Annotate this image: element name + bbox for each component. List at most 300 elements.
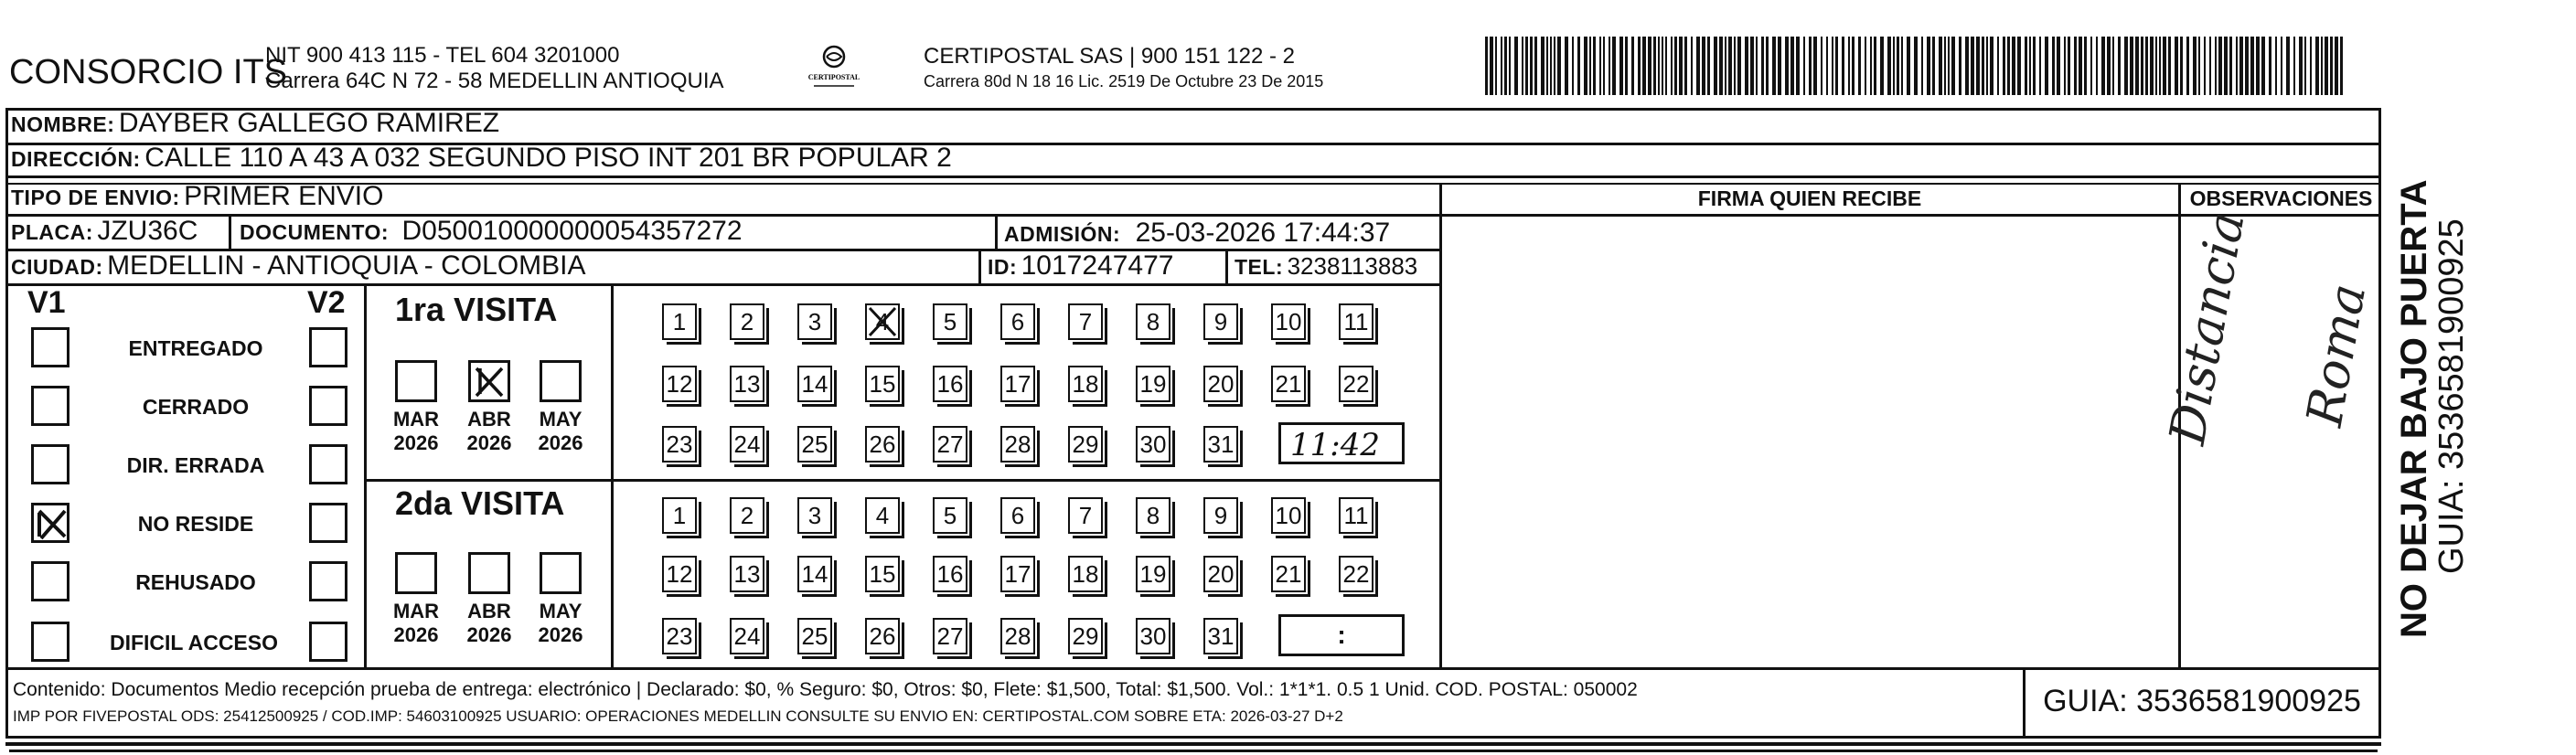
certipostal-logo	[807, 38, 861, 93]
day-number: 6	[1010, 308, 1025, 335]
month-label	[457, 600, 521, 647]
direccion-value: CALLE 110 A 43 A 032 SEGUNDO PISO INT 201 BR POPULAR 2	[144, 143, 952, 173]
day-box[interactable]	[730, 618, 764, 654]
day-number: 7	[1078, 308, 1093, 335]
barcode-bar	[2168, 37, 2171, 95]
day-number: 12	[666, 560, 693, 588]
barcode-bar	[1572, 37, 1574, 95]
day-number: 16	[936, 370, 964, 398]
admision-label: ADMISIÓN:	[1004, 222, 1121, 246]
day-box[interactable]	[730, 426, 764, 463]
footer-content: Contenido: Documentos Medio recepción prueba de entrega: electrónico | Declarado: $0, % Seguro: $0, Otros: $0, Flete: $1,500, Total: $1,500. Vol.: 1*1*1. 0.5 1 Unid. COD. POSTAL: 050002	[13, 679, 1638, 700]
day-box[interactable]	[662, 426, 697, 463]
barcode-bar	[2236, 37, 2238, 95]
barcode	[1483, 37, 2347, 95]
day-number: 14	[801, 560, 828, 588]
day-number: 5	[943, 502, 957, 529]
day-box[interactable]	[865, 426, 900, 463]
barcode-bar	[2112, 37, 2114, 95]
barcode-bar	[2007, 37, 2010, 95]
barcode-bar	[2130, 37, 2133, 95]
check-x-icon	[867, 305, 898, 338]
check-x-icon	[473, 365, 506, 398]
day-box[interactable]	[1339, 497, 1374, 534]
v2-checkbox[interactable]	[309, 503, 347, 543]
barcode-bar	[2310, 37, 2312, 95]
v1-checkbox[interactable]	[31, 444, 69, 484]
barcode-bar	[1674, 37, 1677, 95]
day-number: 13	[733, 560, 761, 588]
day-number: 4	[875, 308, 890, 335]
v2-checkbox[interactable]	[309, 561, 347, 601]
month-checkbox-mar[interactable]	[395, 360, 437, 402]
barcode-bar	[2180, 37, 2183, 95]
barcode-bar	[2269, 37, 2271, 95]
firma-label: FIRMA QUIEN RECIBE	[1697, 186, 1922, 210]
day-number: 19	[1139, 560, 1167, 588]
month-year: 2026	[538, 431, 583, 454]
day-box[interactable]	[1000, 497, 1035, 534]
day-number: 31	[1207, 431, 1235, 458]
day-box[interactable]	[1000, 618, 1035, 654]
barcode-bar	[1501, 37, 1502, 95]
day-box[interactable]	[662, 556, 697, 592]
day-box[interactable]	[1339, 303, 1374, 340]
day-box[interactable]	[797, 303, 832, 340]
day-box[interactable]	[933, 426, 967, 463]
barcode-bar	[1603, 37, 1605, 95]
day-number: 27	[936, 431, 964, 458]
barcode-bar	[1509, 37, 1511, 95]
barcode-bar	[1880, 37, 1884, 95]
barcode-bar	[2135, 37, 2139, 95]
barcode-bar	[1997, 37, 1999, 95]
barcode-bar	[1927, 37, 1930, 95]
day-number: 28	[1004, 622, 1031, 650]
barcode-bar	[1948, 37, 1950, 95]
v2-checkbox[interactable]	[309, 327, 347, 367]
day-box[interactable]	[1203, 366, 1238, 402]
day-box[interactable]	[1203, 556, 1238, 592]
side-guia: GUIA: 3536581900925	[2432, 218, 2471, 574]
month-name: MAR	[392, 408, 440, 431]
barcode-bar	[2074, 37, 2077, 95]
day-box[interactable]	[662, 366, 697, 402]
day-box[interactable]	[1339, 366, 1374, 402]
barcode-bar	[1939, 37, 1942, 95]
v2-checkbox[interactable]	[309, 622, 347, 662]
day-number: 17	[1004, 370, 1031, 398]
month-label	[457, 408, 521, 455]
month-checkbox-abr[interactable]	[468, 552, 510, 594]
barcode-bar	[1858, 37, 1861, 95]
barcode-bar	[1832, 37, 1833, 95]
day-box[interactable]	[1136, 426, 1170, 463]
day-box[interactable]	[865, 497, 900, 534]
barcode-bar	[1679, 37, 1683, 95]
barcode-bar	[2057, 37, 2060, 95]
barcode-bar	[2293, 37, 2295, 95]
obs-handwriting-1: Distancia	[2158, 207, 2256, 449]
barcode-bar	[1554, 37, 1555, 95]
month-name: ABR	[467, 408, 511, 431]
barcode-bar	[2068, 37, 2070, 95]
barcode-bar	[2218, 37, 2222, 95]
day-box[interactable]	[1271, 366, 1306, 402]
barcode-bar	[1541, 37, 1545, 95]
barcode-bar	[2186, 37, 2189, 95]
barcode-bar	[1897, 37, 1899, 95]
barcode-bar	[1785, 37, 1789, 95]
day-box[interactable]	[865, 618, 900, 654]
barcode-bar	[1557, 37, 1561, 95]
time-box-second[interactable]	[1278, 614, 1405, 656]
day-number: 24	[733, 431, 761, 458]
barcode-bar	[1504, 37, 1507, 95]
barcode-bar	[2229, 37, 2232, 95]
day-box[interactable]	[1136, 618, 1170, 654]
barcode-bar	[1593, 37, 1596, 95]
day-box[interactable]	[1068, 497, 1103, 534]
footer-guia: GUIA: 3536581900925	[2043, 684, 2361, 718]
day-box[interactable]	[797, 426, 832, 463]
day-number: 18	[1072, 370, 1099, 398]
day-number: 27	[936, 622, 964, 650]
placa-label: PLACA:	[11, 220, 93, 244]
month-year: 2026	[538, 623, 583, 646]
barcode-bar	[2064, 37, 2066, 95]
time-box-first[interactable]	[1278, 422, 1405, 464]
barcode-bar	[1631, 37, 1634, 95]
placa-field	[11, 216, 198, 247]
day-number: 30	[1139, 431, 1167, 458]
day-number: 15	[869, 560, 896, 588]
month-label	[384, 600, 448, 647]
barcode-bar	[1648, 37, 1651, 95]
barcode-bar	[2159, 37, 2161, 95]
svg-text:CERTIPOSTAL: CERTIPOSTAL	[807, 73, 860, 81]
barcode-bar	[2198, 37, 2200, 95]
barcode-bar	[1514, 37, 1518, 95]
day-box[interactable]	[797, 366, 832, 402]
day-box[interactable]	[1271, 556, 1306, 592]
barcode-bar	[2340, 37, 2343, 95]
barcode-bar	[1495, 37, 1497, 95]
barcode-bar	[1534, 37, 1537, 95]
day-number: 26	[869, 622, 896, 650]
barcode-bar	[1756, 37, 1758, 95]
id-label: ID:	[988, 255, 1018, 279]
barcode-bar	[1959, 37, 1961, 95]
day-number: 12	[666, 370, 693, 398]
barcode-bar	[1842, 37, 1844, 95]
day-number: 15	[869, 370, 896, 398]
barcode-bar	[1778, 37, 1781, 95]
barcode-bar	[2090, 37, 2092, 95]
day-box[interactable]	[865, 303, 900, 340]
nombre-value: DAYBER GALLEGO RAMIREZ	[118, 108, 500, 138]
day-box[interactable]	[730, 366, 764, 402]
barcode-bar	[2275, 37, 2277, 95]
day-number: 20	[1207, 370, 1235, 398]
barcode-bar	[2039, 37, 2041, 95]
month-label	[529, 408, 593, 455]
tel-label: TEL:	[1235, 255, 1284, 279]
day-box[interactable]	[1000, 303, 1035, 340]
day-box[interactable]	[1136, 497, 1170, 534]
barcode-bar	[2281, 37, 2282, 95]
day-number: 13	[733, 370, 761, 398]
barcode-bar	[2084, 37, 2087, 95]
month-checkbox-abr[interactable]	[468, 360, 510, 402]
barcode-bar	[1638, 37, 1641, 95]
day-number: 10	[1275, 502, 1302, 529]
barcode-bar	[2215, 37, 2217, 95]
ciudad-label: CIUDAD:	[11, 255, 103, 279]
side-warning: NO DEJAR BAJO PUERTA	[2394, 179, 2434, 638]
barcode-bar	[2325, 37, 2328, 95]
barcode-bar	[1803, 37, 1805, 95]
month-checkbox-may[interactable]	[540, 360, 582, 402]
v1-checkbox[interactable]	[31, 386, 69, 426]
day-number: 9	[1213, 502, 1228, 529]
status-label: CERRADO	[142, 395, 250, 419]
barcode-bar	[1684, 37, 1687, 95]
nombre-row	[11, 108, 499, 139]
status-label: REHUSADO	[135, 570, 256, 594]
placa-value: JZU36C	[97, 216, 198, 246]
barcode-bar	[2239, 37, 2243, 95]
day-box[interactable]	[1000, 426, 1035, 463]
month-label	[529, 600, 593, 647]
day-box[interactable]	[730, 497, 764, 534]
day-box[interactable]	[1136, 556, 1170, 592]
month-name: MAY	[539, 408, 583, 431]
day-box[interactable]	[1068, 303, 1103, 340]
day-number: 8	[1146, 308, 1160, 335]
barcode-bar	[1826, 37, 1828, 95]
barcode-bar	[1609, 37, 1610, 95]
barcode-bar	[1653, 37, 1656, 95]
day-number: 22	[1342, 560, 1370, 588]
month-year: 2026	[466, 623, 512, 646]
barcode-bar	[1971, 37, 1974, 95]
barcode-bar	[2101, 37, 2105, 95]
barcode-bar	[1809, 37, 1812, 95]
day-number: 28	[1004, 431, 1031, 458]
day-box[interactable]	[730, 303, 764, 340]
day-box[interactable]	[1271, 497, 1306, 534]
day-box[interactable]	[1203, 303, 1238, 340]
day-box[interactable]	[1068, 556, 1103, 592]
barcode-bar	[1702, 37, 1705, 95]
barcode-bar	[2299, 37, 2303, 95]
day-box[interactable]	[1203, 618, 1238, 654]
barcode-bar	[1865, 37, 1866, 95]
barcode-bar	[1870, 37, 1872, 95]
day-number: 1	[672, 308, 687, 335]
barcode-bar	[1835, 37, 1838, 95]
day-box[interactable]	[1203, 497, 1238, 534]
day-number: 30	[1139, 622, 1167, 650]
barcode-bar	[2330, 37, 2333, 95]
documento-value: D050010000000054357272	[401, 216, 743, 246]
day-number: 19	[1139, 370, 1167, 398]
barcode-bar	[1766, 37, 1769, 95]
barcode-bar	[1772, 37, 1776, 95]
day-number: 24	[733, 622, 761, 650]
company-name: CONSORCIO ITS	[9, 53, 288, 91]
barcode-bar	[1550, 37, 1552, 95]
day-number: 10	[1275, 308, 1302, 335]
v1-checkbox[interactable]	[31, 503, 69, 543]
day-box[interactable]	[1000, 556, 1035, 592]
day-number: 2	[740, 308, 754, 335]
barcode-bar	[2029, 37, 2031, 95]
day-box[interactable]	[662, 497, 697, 534]
day-number: 1	[672, 502, 687, 529]
day-box[interactable]	[797, 497, 832, 534]
barcode-bar	[1671, 37, 1673, 95]
day-box[interactable]	[933, 497, 967, 534]
barcode-bar	[1714, 37, 1717, 95]
day-number: 21	[1275, 370, 1302, 398]
day-number: 16	[936, 560, 964, 588]
v1-label: V1	[27, 285, 66, 320]
barcode-bar	[1921, 37, 1923, 95]
barcode-bar	[2145, 37, 2148, 95]
day-box[interactable]	[1203, 426, 1238, 463]
barcode-bar	[1761, 37, 1764, 95]
barcode-bar	[2286, 37, 2290, 95]
day-box[interactable]	[797, 618, 832, 654]
barcode-bar	[2155, 37, 2157, 95]
barcode-bar	[2193, 37, 2197, 95]
day-number: 11	[1343, 502, 1369, 529]
day-number: 17	[1004, 560, 1031, 588]
day-number: 20	[1207, 560, 1235, 588]
v1-checkbox[interactable]	[31, 561, 69, 601]
tipo-value: PRIMER ENVIO	[184, 181, 384, 211]
day-box[interactable]	[933, 618, 967, 654]
barcode-bar	[2175, 37, 2178, 95]
direccion-row	[11, 143, 952, 174]
day-box[interactable]	[933, 556, 967, 592]
day-number: 31	[1207, 622, 1235, 650]
day-number: 25	[801, 431, 828, 458]
day-number: 3	[807, 308, 822, 335]
day-box[interactable]	[1068, 426, 1103, 463]
barcode-bar	[1990, 37, 1993, 95]
day-box[interactable]	[662, 618, 697, 654]
day-number: 14	[801, 370, 828, 398]
status-label: DIR. ERRADA	[126, 453, 265, 477]
barcode-bar	[1796, 37, 1800, 95]
day-box[interactable]	[865, 556, 900, 592]
barcode-bar	[1750, 37, 1754, 95]
status-label: DIFICIL ACCESO	[109, 631, 278, 654]
v1-checkbox[interactable]	[31, 327, 69, 367]
barcode-bar	[2118, 37, 2121, 95]
barcode-bar	[1612, 37, 1616, 95]
barcode-bar	[2315, 37, 2319, 95]
barcode-bar	[1965, 37, 1969, 95]
tel-value: 3238113883	[1287, 252, 1418, 280]
v2-label: V2	[307, 285, 346, 320]
status-label: ENTREGADO	[128, 336, 263, 360]
status-label: NO RESIDE	[137, 512, 254, 536]
day-box[interactable]	[1271, 303, 1306, 340]
footer-imp: IMP POR FIVEPOSTAL ODS: 25412500925 / COD.IMP: 54603100925 USUARIO: OPERACIONES MEDELLIN CONSULTE SU ENVIO EN: CERTIPOSTAL.COM SOBRE ETA: 2026-03-27 D+2	[13, 707, 1343, 725]
month-name: ABR	[467, 600, 511, 622]
v1-checkbox[interactable]	[31, 622, 69, 662]
barcode-bar	[1852, 37, 1855, 95]
day-box[interactable]	[730, 556, 764, 592]
barcode-bar	[2163, 37, 2166, 95]
barcode-bar	[1696, 37, 1700, 95]
v2-checkbox[interactable]	[309, 386, 347, 426]
ciudad-field	[11, 250, 586, 282]
month-year: 2026	[466, 431, 512, 454]
barcode-bar	[2003, 37, 2005, 95]
barcode-bar	[1625, 37, 1628, 95]
barcode-bar	[2052, 37, 2055, 95]
barcode-bar	[2025, 37, 2027, 95]
day-number: 11	[1343, 308, 1369, 335]
day-number: 23	[666, 622, 693, 650]
day-number: 9	[1213, 308, 1228, 335]
day-box[interactable]	[933, 366, 967, 402]
first-visit-title: 1ra VISITA	[395, 291, 558, 328]
day-box[interactable]	[1000, 366, 1035, 402]
day-box[interactable]	[865, 366, 900, 402]
tipo-row	[11, 181, 383, 212]
barcode-bar	[1907, 37, 1910, 95]
day-box[interactable]	[662, 303, 697, 340]
barcode-bar	[2256, 37, 2260, 95]
day-box[interactable]	[1339, 556, 1374, 592]
barcode-bar	[1725, 37, 1726, 95]
barcode-bar	[1728, 37, 1732, 95]
day-box[interactable]	[1136, 366, 1170, 402]
barcode-bar	[1976, 37, 1980, 95]
barcode-bar	[2033, 37, 2036, 95]
day-box[interactable]	[797, 556, 832, 592]
barcode-bar	[2124, 37, 2128, 95]
month-label	[384, 408, 448, 455]
carrier-address: Carrera 80d N 18 16 Lic. 2519 De Octubre 23 De 2015	[924, 72, 1324, 90]
barcode-bar	[1525, 37, 1528, 95]
day-box[interactable]	[933, 303, 967, 340]
v2-checkbox[interactable]	[309, 444, 347, 484]
barcode-bar	[1893, 37, 1895, 95]
direccion-label: DIRECCIÓN:	[11, 147, 141, 171]
observaciones-label: OBSERVACIONES	[2189, 186, 2373, 210]
barcode-bar	[1662, 37, 1663, 95]
day-box[interactable]	[1136, 303, 1170, 340]
barcode-bar	[1848, 37, 1850, 95]
day-number: 29	[1072, 622, 1099, 650]
barcode-bar	[2304, 37, 2306, 95]
month-checkbox-mar[interactable]	[395, 552, 437, 594]
month-checkbox-may[interactable]	[540, 552, 582, 594]
time-value-second: :	[1337, 621, 1346, 649]
barcode-bar	[2096, 37, 2098, 95]
day-box[interactable]	[1068, 618, 1103, 654]
barcode-bar	[1914, 37, 1918, 95]
day-box[interactable]	[1068, 366, 1103, 402]
day-number: 26	[869, 431, 896, 458]
